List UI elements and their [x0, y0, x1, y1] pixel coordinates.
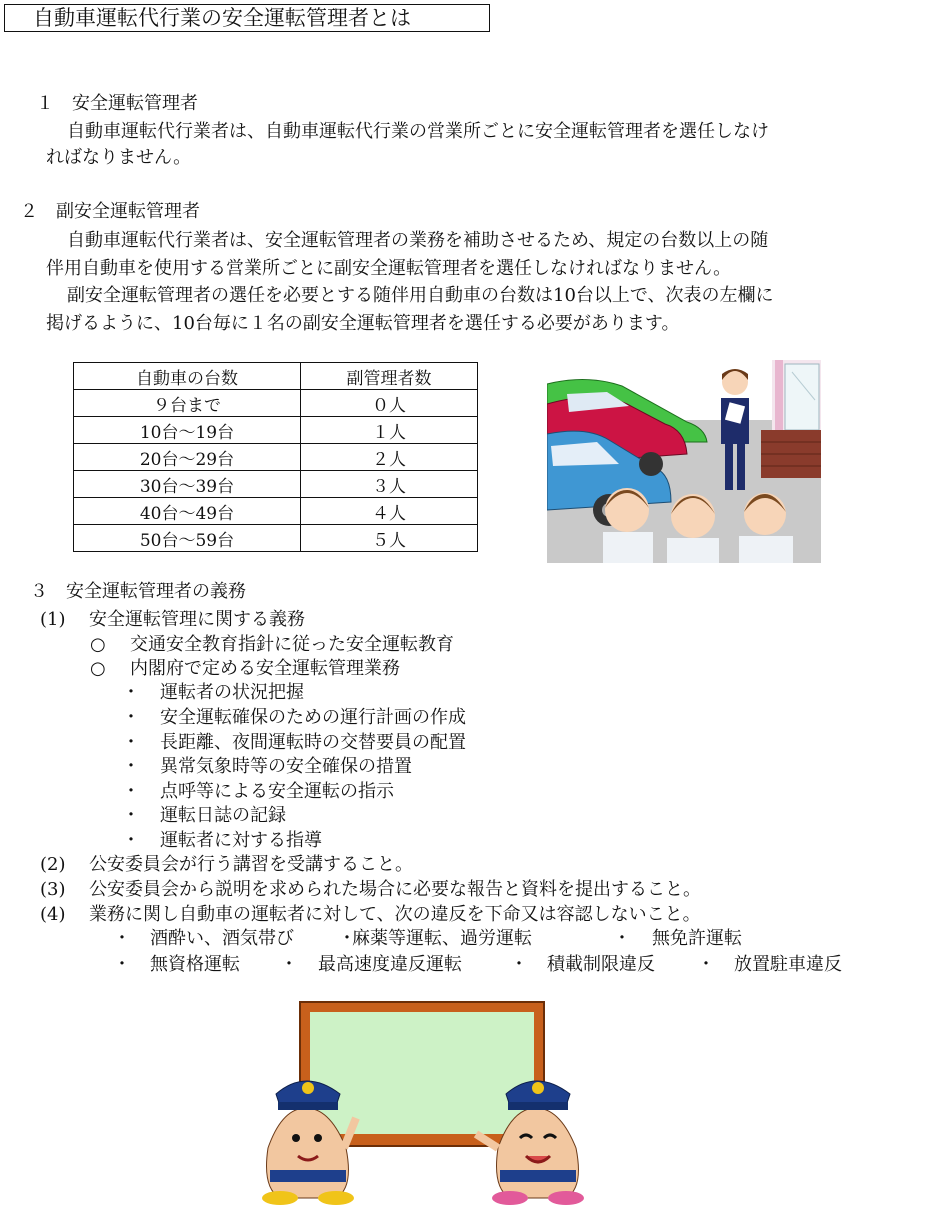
bullet-icon: ・ [613, 928, 631, 949]
section-2-p1-line1: 自動車運転代行業者は、安全運転管理者の業務を補助させるため、規定の台数以上の随 [67, 230, 769, 251]
duty-bullet-item: 運転者に対する指導 [160, 830, 322, 851]
violation-item: 無免許運転 [652, 928, 742, 949]
table-cell-vehicles: 20台～29台 [74, 444, 301, 471]
violation-item: 積載制限違反 [547, 954, 655, 975]
bullet-icon: ・ [122, 830, 140, 851]
violation-item: 酒酔い、酒気帯び [150, 928, 294, 949]
table-row [74, 471, 478, 498]
table-row [74, 390, 478, 417]
table-cell-managers: １人 [301, 417, 478, 444]
table-cell-vehicles: 40台～49台 [74, 498, 301, 525]
table-row [74, 444, 478, 471]
instructor-illustration [547, 360, 821, 563]
bullet-icon: ・ [122, 707, 140, 728]
bullet-icon: ・ [122, 781, 140, 802]
bullet-icon: ・ [122, 756, 140, 777]
table-row [74, 498, 478, 525]
table-cell-managers: ０人 [301, 390, 478, 417]
table-cell-managers: ３人 [301, 471, 478, 498]
table-cell-managers: ４人 [301, 498, 478, 525]
bullet-icon: ・ [122, 805, 140, 826]
item-1-label: 安全運転管理に関する義務 [89, 609, 305, 630]
section-1-heading: １ 安全運転管理者 [36, 93, 198, 114]
bullet-icon: ・ [697, 954, 715, 975]
item-2-text: 公安委員会が行う講習を受講すること。 [89, 854, 413, 875]
duty-bullet-item: 運転日誌の記録 [160, 805, 286, 826]
item-4-number: (4) [40, 904, 66, 925]
bullet-icon: ・ [122, 682, 140, 703]
bullet-icon: ・ [280, 954, 298, 975]
item-1-number: (1) [40, 609, 66, 630]
vehicle-count-table [73, 362, 478, 552]
item-3-text: 公安委員会から説明を求められた場合に必要な報告と資料を提出すること。 [89, 879, 701, 900]
violation-item: 最高速度違反運転 [318, 954, 462, 975]
page-title: 自動車運転代行業の安全運転管理者とは [4, 4, 490, 32]
bullet-icon: ・ [122, 732, 140, 753]
table-header-vehicles: 自動車の台数 [74, 363, 301, 390]
bullet-icon: ・ [113, 928, 131, 949]
table-cell-managers: ２人 [301, 444, 478, 471]
table-cell-vehicles: 30台～39台 [74, 471, 301, 498]
section-2-p1-line2: 伴用自動車を使用する営業所ごとに副安全運転管理者を選任しなければなりません。 [46, 258, 732, 279]
circle-icon: ○ [90, 658, 106, 679]
bullet-icon: ・ [510, 954, 528, 975]
circle-icon: ○ [90, 634, 106, 655]
duty-bullet-item: 異常気象時等の安全確保の措置 [160, 756, 412, 777]
table-cell-managers: ５人 [301, 525, 478, 552]
violation-item: 無資格運転 [150, 954, 240, 975]
item-2-number: (2) [40, 854, 66, 875]
table-cell-vehicles: 10台～19台 [74, 417, 301, 444]
section-1-text-line2: ればなりません。 [46, 147, 192, 168]
duty-circle-item: 交通安全教育指針に従った安全運転教育 [130, 634, 454, 655]
bullet-icon: ・ [338, 928, 356, 949]
item-3-number: (3) [40, 879, 66, 900]
police-mascot-board-illustration [240, 998, 600, 1208]
table-header-managers: 副管理者数 [301, 363, 478, 390]
duty-bullet-item: 点呼等による安全運転の指示 [160, 781, 394, 802]
item-4-text: 業務に関し自動車の運転者に対して、次の違反を下命又は容認しないこと。 [89, 904, 701, 925]
section-1-text-line1: 自動車運転代行業者は、自動車運転代行業の営業所ごとに安全運転管理者を選任しなけ [67, 121, 769, 142]
duty-circle-item: 内閣府で定める安全運転管理業務 [130, 658, 400, 679]
duty-bullet-item: 安全運転確保のための運行計画の作成 [160, 707, 466, 728]
bullet-icon: ・ [113, 954, 131, 975]
violation-item: 放置駐車違反 [734, 954, 842, 975]
violation-item: 麻薬等運転、過労運転 [352, 928, 532, 949]
table-row [74, 525, 478, 552]
table-row [74, 417, 478, 444]
table-cell-vehicles: 50台～59台 [74, 525, 301, 552]
table-cell-vehicles: ９台まで [74, 390, 301, 417]
section-3-heading: ３ 安全運転管理者の義務 [30, 581, 246, 602]
duty-bullet-item: 運転者の状況把握 [160, 682, 304, 703]
table-header-row [74, 363, 478, 390]
section-2-heading: ２ 副安全運転管理者 [20, 201, 200, 222]
section-2-p2-line1: 副安全運転管理者の選任を必要とする随伴用自動車の台数は10台以上で、次表の左欄に [67, 285, 774, 306]
duty-bullet-item: 長距離、夜間運転時の交替要員の配置 [160, 732, 466, 753]
section-2-p2-line2: 掲げるように、10台毎に１名の副安全運転管理者を選任する必要があります。 [46, 313, 680, 334]
